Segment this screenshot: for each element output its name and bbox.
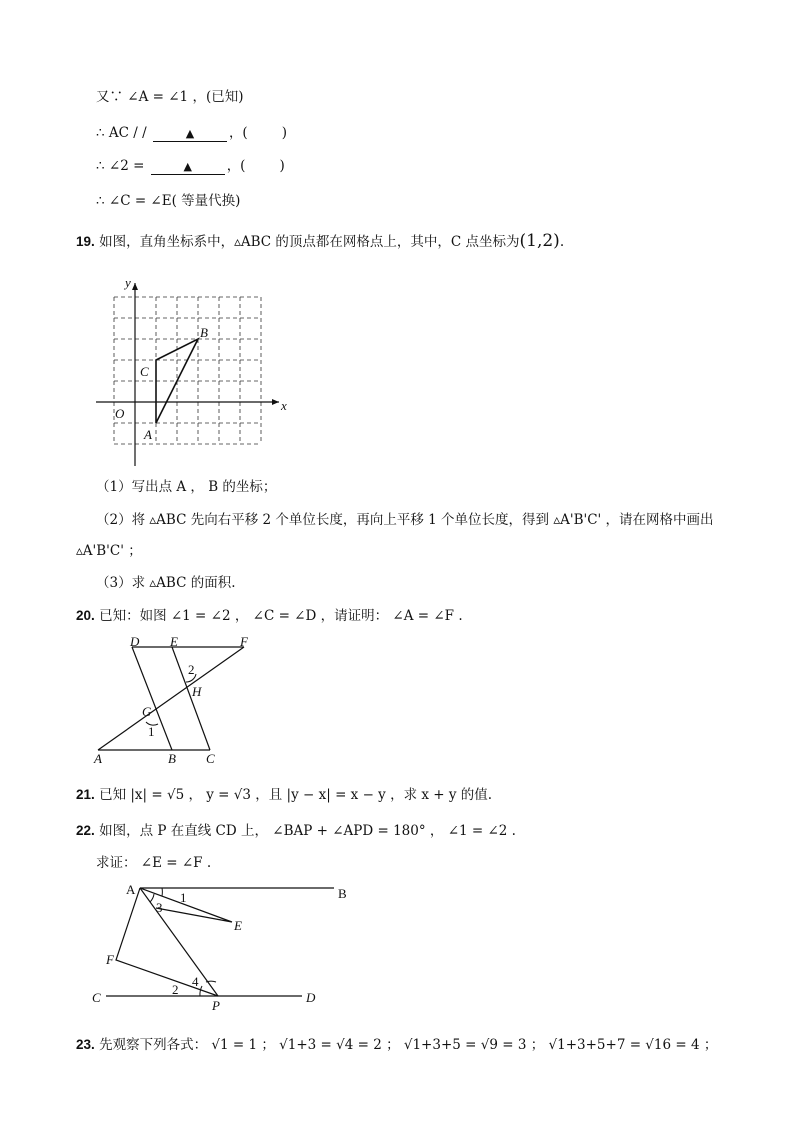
q22-figure <box>90 878 360 1010</box>
q21-number: 21. <box>76 787 95 802</box>
q21-text: 已知 |x| = √5 ， y = √3 ，且 |y − x| = x − y ，求 x + y 的值. <box>99 787 493 803</box>
proof-line-2-post2: ) <box>281 125 287 141</box>
q20-label-1: 1 <box>148 724 155 739</box>
q22-angle-4-arc <box>206 981 216 982</box>
q22-angle-3-arc <box>150 894 154 902</box>
q19-y-arrow-icon <box>132 283 138 290</box>
q20-label-b: B <box>168 751 176 766</box>
q20-line-af <box>98 647 244 750</box>
q19-sub2a: （2）将 ▵ABC 先向右平移 2 个单位长度，再向上平移 1 个单位长度，得到 ▵A'B'C' ，请在网格中画出 <box>96 512 714 528</box>
q20-label-g: G <box>142 704 152 719</box>
q22-label-1: 1 <box>180 890 187 905</box>
q20-text: 已知：如图 ∠1 = ∠2 ， ∠C = ∠D ，请证明： ∠A = ∠F . <box>99 608 463 624</box>
proof-line-2 <box>96 124 287 142</box>
proof-line-3-post: ，( <box>226 158 246 174</box>
q20-statement <box>76 607 463 625</box>
q19-end: . <box>559 234 565 250</box>
q22-angle-2-arc <box>200 986 202 996</box>
proof-line-3-post2: ) <box>279 158 285 174</box>
q22-prove: 求证： ∠E = ∠F . <box>96 855 212 871</box>
q23-text: 先观察下列各式： √1 = 1 ； √1+3 = √4 = 2 ； √1+3+5 = √9 = 3 ； √1+3+5+7 = √16 = 4 ； <box>99 1037 718 1053</box>
answer-blank-1[interactable]: ▲ <box>153 127 227 142</box>
q19-grid-lines <box>114 297 261 444</box>
q22-label-p: P <box>212 998 220 1010</box>
q22-label-d: D <box>306 990 316 1005</box>
q19-label-b: B <box>200 325 208 340</box>
q19-statement <box>76 232 564 251</box>
q20-label-f: F <box>240 634 248 649</box>
proof-line-2-pre: ∴ AC / / <box>96 125 151 141</box>
q21-statement <box>76 786 492 804</box>
proof-line-3-pre: ∴ ∠2 = <box>96 158 149 174</box>
q22-label-b: B <box>338 886 347 901</box>
q19-coord: (1,2) <box>519 231 560 251</box>
proof-line-2-post: ，( <box>228 125 248 141</box>
q20-figure <box>86 630 266 770</box>
q22-label-e: E <box>234 918 242 933</box>
q23-statement <box>76 1036 717 1054</box>
q20-label-2: 2 <box>188 662 195 677</box>
q20-number: 20. <box>76 608 95 623</box>
q22-statement <box>76 822 516 840</box>
q19-sub2b: ▵A'B'C' ； <box>76 543 142 559</box>
q19-number: 19. <box>76 234 95 249</box>
q20-label-a: A <box>94 751 102 766</box>
q22-line-fp <box>116 888 218 996</box>
q22-label-c: C <box>92 990 101 1005</box>
q19-text: 如图，直角坐标系中，▵ABC 的顶点都在网格点上，其中，C 点坐标为 <box>99 234 520 250</box>
q20-label-e: E <box>170 634 178 649</box>
q20-label-h: H <box>192 684 202 699</box>
q19-axes <box>96 283 279 466</box>
q22-label-4: 4 <box>192 974 199 989</box>
q19-sub1: （1）写出点 A ， B 的坐标； <box>96 479 277 495</box>
q22-text: 如图，点 P 在直线 CD 上， ∠BAP + ∠APD = 180° ， ∠1 = ∠2 . <box>99 823 516 839</box>
q19-grid-figure <box>90 262 290 472</box>
q20-label-c: C <box>206 751 215 766</box>
q22-number: 22. <box>76 823 95 838</box>
proof-line-1: 又∵ ∠A = ∠1 ，(已知) <box>96 89 244 105</box>
q19-axis-x-label: x <box>281 398 287 413</box>
proof-line-4: ∴ ∠C = ∠E( 等量代换) <box>96 193 241 209</box>
q23-number: 23. <box>76 1037 95 1052</box>
q20-label-d: D <box>130 634 140 649</box>
q19-label-c: C <box>140 364 149 379</box>
q19-sub3: （3）求 ▵ABC 的面积. <box>96 575 236 591</box>
q19-label-a: A <box>144 427 152 442</box>
q22-label-f: F <box>106 952 114 967</box>
q19-origin-label: O <box>115 406 125 421</box>
q19-x-arrow-icon <box>272 399 279 405</box>
q22-label-2: 2 <box>172 982 179 997</box>
q22-label-3: 3 <box>156 900 163 915</box>
answer-blank-2[interactable]: ▲ <box>151 160 225 175</box>
q22-line-ap <box>140 888 218 996</box>
proof-line-3 <box>96 157 285 175</box>
q22-label-a: A <box>126 882 136 897</box>
q19-axis-y-label: y <box>125 275 131 290</box>
